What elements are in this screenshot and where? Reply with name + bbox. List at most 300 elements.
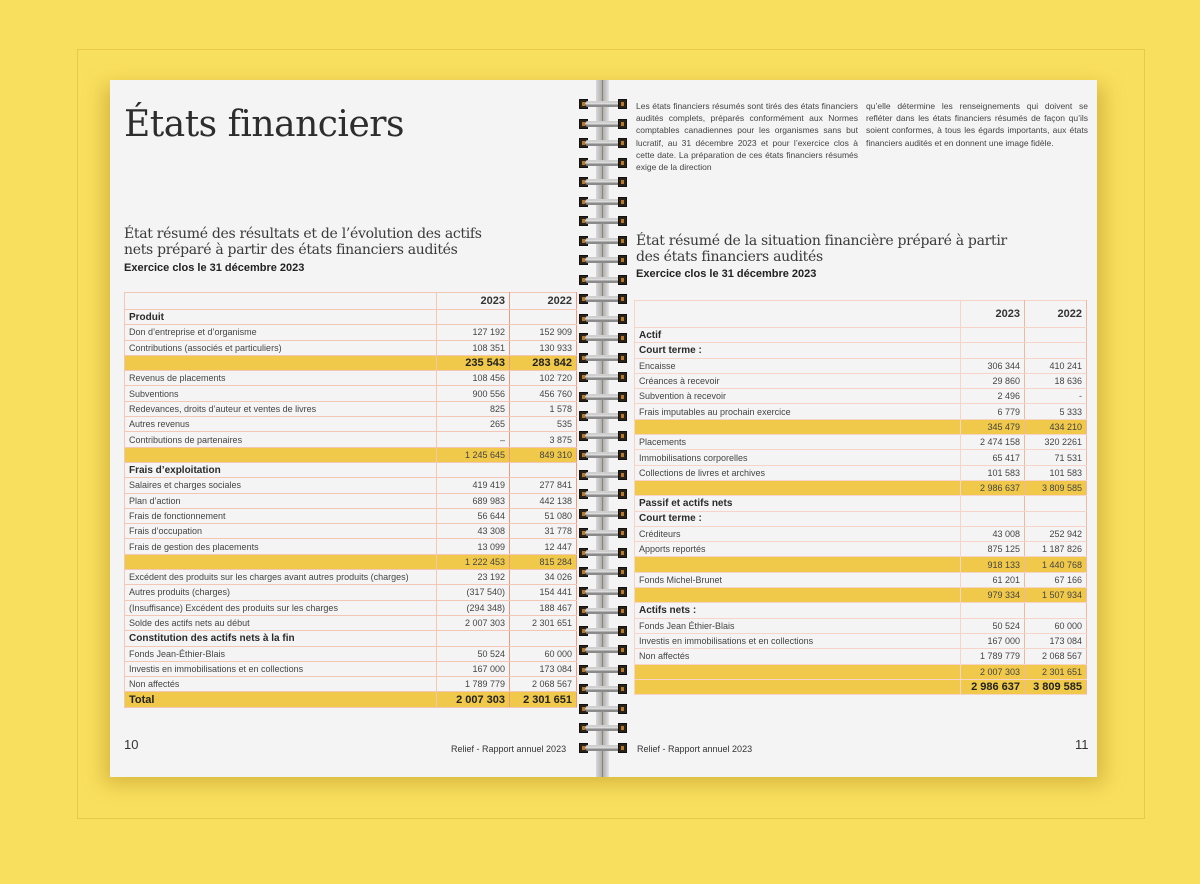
row-label: Plan d’action [125, 493, 437, 508]
table-row [125, 570, 577, 585]
row-label: Contributions (associés et particuliers) [125, 340, 437, 355]
row-label: Placements [635, 435, 961, 450]
row-label: Immobilisations corporelles [635, 450, 961, 465]
value-2023 [437, 462, 510, 477]
row-label: Produit [125, 310, 437, 325]
spiral-ring [577, 313, 629, 325]
value-2023 [437, 631, 510, 646]
spiral-ring [577, 644, 629, 656]
wire-loop [585, 277, 621, 283]
punch-hole [618, 138, 627, 148]
table-header-row [125, 293, 577, 310]
spiral-ring [577, 742, 629, 754]
value-2023: 56 644 [437, 508, 510, 523]
punch-hole [618, 489, 627, 499]
table-row [125, 600, 577, 615]
value-2022 [510, 462, 577, 477]
punch-hole [618, 723, 627, 733]
punch-hole [618, 119, 627, 129]
value-2023: 2 986 637 [961, 480, 1025, 495]
wire-loop [585, 160, 621, 166]
row-label: Excédent des produits sur les charges avant autres produits (charges) [125, 570, 437, 585]
value-2023: (317 540) [437, 585, 510, 600]
right-period: Exercice clos le 31 décembre 2023 [636, 268, 817, 280]
subtotal-row [635, 419, 1087, 434]
value-2023: 825 [437, 401, 510, 416]
punch-hole [618, 704, 627, 714]
spiral-ring [577, 332, 629, 344]
punch-hole [618, 411, 627, 421]
value-2023 [961, 496, 1025, 511]
spiral-ring [577, 449, 629, 461]
value-2022: 815 284 [510, 554, 577, 569]
value-2023: 1 789 779 [437, 677, 510, 692]
value-2022 [1025, 496, 1087, 511]
row-label [635, 588, 961, 603]
wire-loop [585, 530, 621, 536]
intro-paragraph-col2: qu’elle détermine les renseignements qui doivent se refléter dans les états financiers résumés de façon qu’ils soient conformes, à tous les égards importants, aux états financiers audités et en donnent une image fidèle. [866, 101, 1088, 148]
subtotal-row [125, 554, 577, 569]
value-2022: 410 241 [1025, 358, 1087, 373]
wire-loop [585, 433, 621, 439]
value-2023: 43 008 [961, 526, 1025, 541]
spiral-ring [577, 391, 629, 403]
spiral-ring [577, 547, 629, 559]
spiral-ring [577, 469, 629, 481]
value-2022: 18 636 [1025, 373, 1087, 388]
left-statement-title-line2: nets préparé à partir des états financiers audités [124, 242, 458, 258]
right-statement-title-line2: des états financiers audités [636, 249, 823, 265]
value-2022 [1025, 343, 1087, 358]
spiral-ring [577, 176, 629, 188]
punch-hole [618, 353, 627, 363]
value-2022: 31 778 [510, 524, 577, 539]
header-year: 2022 [510, 293, 577, 310]
value-2023: 65 417 [961, 450, 1025, 465]
value-2023: 108 456 [437, 371, 510, 386]
row-label [635, 679, 961, 694]
table-row [635, 618, 1087, 633]
row-label: Encaisse [635, 358, 961, 373]
punch-hole [618, 743, 627, 753]
value-2022 [1025, 511, 1087, 526]
right-page-number: 11 [1075, 737, 1089, 752]
value-2023: 108 351 [437, 340, 510, 355]
row-label: Autres produits (charges) [125, 585, 437, 600]
wire-loop [585, 218, 621, 224]
spiral-ring [577, 410, 629, 422]
punch-hole [618, 450, 627, 460]
punch-hole [618, 314, 627, 324]
punch-hole [618, 509, 627, 519]
value-2023: 6 779 [961, 404, 1025, 419]
left-statement-title-line1: État résumé des résultats et de l’évolution des actifs [124, 226, 482, 242]
spiral-ring [577, 157, 629, 169]
intro-paragraph-col1: Les états financiers résumés sont tirés des états financiers audités complets, préparés conformément aux Normes comptables canadiennes pour les organismes sans but lucratif, au 31 décembre 2023 et pour l’exercice clos à cette date. La préparation de ces états financiers résumés exige de la direction [636, 101, 858, 173]
table-row [125, 386, 577, 401]
value-2023: (294 348) [437, 600, 510, 615]
spiral-ring [577, 527, 629, 539]
section-row [635, 511, 1087, 526]
value-2022: 130 933 [510, 340, 577, 355]
value-2022: 456 760 [510, 386, 577, 401]
row-label: Revenus de placements [125, 371, 437, 386]
wire-loop [585, 296, 621, 302]
row-label: Redevances, droits d’auteur et ventes de livres [125, 401, 437, 416]
wire-loop [585, 374, 621, 380]
value-2022: 154 441 [510, 585, 577, 600]
value-2023: 167 000 [437, 661, 510, 676]
value-2022: 3 809 585 [1025, 679, 1087, 694]
left-statement-title [124, 226, 482, 258]
punch-hole [618, 392, 627, 402]
value-2023: 2 007 303 [437, 692, 510, 707]
section-row [635, 328, 1087, 343]
left-period: Exercice clos le 31 décembre 2023 [124, 262, 305, 274]
row-label: Solde des actifs nets au début [125, 615, 437, 630]
spiral-ring [577, 274, 629, 286]
value-2022: 1 507 934 [1025, 588, 1087, 603]
wire-loop [585, 101, 621, 107]
row-label: Non affectés [635, 649, 961, 664]
table-row [125, 493, 577, 508]
value-2022: 277 841 [510, 478, 577, 493]
wire-loop [585, 335, 621, 341]
value-2022 [510, 631, 577, 646]
wire-loop [585, 511, 621, 517]
value-2022: 71 531 [1025, 450, 1087, 465]
value-2022: 535 [510, 417, 577, 432]
value-2023: 2 496 [961, 389, 1025, 404]
row-label: Investis en immobilisations et en collections [125, 661, 437, 676]
value-2022: 1 578 [510, 401, 577, 416]
row-label: Fonds Michel-Brunet [635, 572, 961, 587]
spiral-binding [577, 98, 629, 758]
section-row [635, 343, 1087, 358]
value-2023: 101 583 [961, 465, 1025, 480]
table-row [635, 649, 1087, 664]
value-2022: 1 187 826 [1025, 542, 1087, 557]
row-label: Constitution des actifs nets à la fin [125, 631, 437, 646]
wire-loop [585, 121, 621, 127]
value-2022: 188 467 [510, 600, 577, 615]
value-2023 [961, 343, 1025, 358]
table-row [125, 508, 577, 523]
value-2022 [510, 310, 577, 325]
wire-loop [585, 199, 621, 205]
punch-hole [618, 606, 627, 616]
value-2023: – [437, 432, 510, 447]
row-label [125, 447, 437, 462]
value-2022: 3 875 [510, 432, 577, 447]
value-2022: 2 301 651 [510, 692, 577, 707]
spiral-ring [577, 722, 629, 734]
wire-loop [585, 316, 621, 322]
table-row [125, 478, 577, 493]
spiral-ring [577, 488, 629, 500]
spiral-ring [577, 566, 629, 578]
table-row [125, 646, 577, 661]
value-2023: 345 479 [961, 419, 1025, 434]
row-label: Subventions [125, 386, 437, 401]
punch-hole [618, 99, 627, 109]
value-2022: 51 080 [510, 508, 577, 523]
wire-loop [585, 413, 621, 419]
table-row [635, 404, 1087, 419]
row-label: Passif et actifs nets [635, 496, 961, 511]
punch-hole [618, 645, 627, 655]
section-row [125, 631, 577, 646]
table-row [635, 465, 1087, 480]
spiral-ring [577, 683, 629, 695]
subtotal-row [635, 664, 1087, 679]
punch-hole [618, 158, 627, 168]
row-label: Fonds Jean-Éthier-Blais [125, 646, 437, 661]
wire-loop [585, 745, 621, 751]
punch-hole [618, 236, 627, 246]
value-2023: 13 099 [437, 539, 510, 554]
row-label: Créances à recevoir [635, 373, 961, 388]
spiral-ring [577, 352, 629, 364]
value-2023: 900 556 [437, 386, 510, 401]
value-2023 [437, 310, 510, 325]
value-2022: 60 000 [510, 646, 577, 661]
row-label: Apports reportés [635, 542, 961, 557]
table-row [125, 585, 577, 600]
value-2022: 320 2261 [1025, 435, 1087, 450]
subtotal-row [635, 679, 1087, 694]
value-2022: 2 068 567 [510, 677, 577, 692]
punch-hole [618, 197, 627, 207]
table-row [125, 677, 577, 692]
left-page-number: 10 [124, 737, 139, 752]
value-2022: 60 000 [1025, 618, 1087, 633]
value-2023: 979 334 [961, 588, 1025, 603]
punch-hole [618, 177, 627, 187]
value-2022: 434 210 [1025, 419, 1087, 434]
income-statement-table [124, 292, 577, 708]
row-label [125, 554, 437, 569]
table-row [125, 371, 577, 386]
header-label [125, 293, 437, 310]
row-label: Subvention à recevoir [635, 389, 961, 404]
left-footer: Relief - Rapport annuel 2023 [451, 744, 567, 754]
value-2023 [961, 511, 1025, 526]
table-row [125, 661, 577, 676]
wire-loop [585, 725, 621, 731]
row-label: Court terme : [635, 511, 961, 526]
value-2022: 2 068 567 [1025, 649, 1087, 664]
spiral-ring [577, 605, 629, 617]
row-label: Frais d’occupation [125, 524, 437, 539]
table-row [125, 401, 577, 416]
punch-hole [618, 528, 627, 538]
value-2022: 173 084 [510, 661, 577, 676]
value-2023 [961, 328, 1025, 343]
spiral-ring [577, 664, 629, 676]
row-label: Créditeurs [635, 526, 961, 541]
value-2023: 50 524 [961, 618, 1025, 633]
spiral-ring [577, 137, 629, 149]
right-statement-title [636, 233, 1007, 265]
row-label: Investis en immobilisations et en collections [635, 633, 961, 648]
wire-loop [585, 394, 621, 400]
spiral-ring [577, 98, 629, 110]
row-label: Actif [635, 328, 961, 343]
section-row [635, 496, 1087, 511]
wire-loop [585, 667, 621, 673]
wire-loop [585, 647, 621, 653]
value-2022: 12 447 [510, 539, 577, 554]
section-row [125, 310, 577, 325]
row-label: Actifs nets : [635, 603, 961, 618]
punch-hole [618, 470, 627, 480]
row-label: Contributions de partenaires [125, 432, 437, 447]
section-row [635, 603, 1087, 618]
header-year: 2023 [437, 293, 510, 310]
value-2022 [1025, 328, 1087, 343]
punch-hole [618, 333, 627, 343]
punch-hole [618, 294, 627, 304]
wire-loop [585, 706, 621, 712]
value-2022: 101 583 [1025, 465, 1087, 480]
value-2022: - [1025, 389, 1087, 404]
row-label: Total [125, 692, 437, 707]
value-2023: 235 543 [437, 355, 510, 370]
value-2022: 34 026 [510, 570, 577, 585]
row-label [125, 355, 437, 370]
wire-loop [585, 355, 621, 361]
header-year: 2022 [1025, 301, 1087, 328]
spiral-ring [577, 625, 629, 637]
wire-loop [585, 686, 621, 692]
table-row [635, 435, 1087, 450]
punch-hole [618, 684, 627, 694]
spiral-ring [577, 586, 629, 598]
subtotal-row [635, 557, 1087, 572]
punch-hole [618, 216, 627, 226]
spiral-ring [577, 215, 629, 227]
value-2023: 127 192 [437, 325, 510, 340]
balance-sheet-table [634, 300, 1087, 695]
row-label: Collections de livres et archives [635, 465, 961, 480]
punch-hole [618, 372, 627, 382]
wire-loop [585, 452, 621, 458]
value-2022: 2 301 651 [1025, 664, 1087, 679]
wire-loop [585, 238, 621, 244]
row-label: Frais imputables au prochain exercice [635, 404, 961, 419]
table-row [635, 542, 1087, 557]
value-2023: 1 222 453 [437, 554, 510, 569]
header-year: 2023 [961, 301, 1025, 328]
row-label: Court terme : [635, 343, 961, 358]
value-2022: 173 084 [1025, 633, 1087, 648]
subtotal-row [635, 480, 1087, 495]
punch-hole [618, 548, 627, 558]
value-2022: 102 720 [510, 371, 577, 386]
punch-hole [618, 567, 627, 577]
wire-loop [585, 140, 621, 146]
value-2023: 419 419 [437, 478, 510, 493]
value-2022: 252 942 [1025, 526, 1087, 541]
page-title: États financiers [124, 104, 404, 145]
value-2022: 3 809 585 [1025, 480, 1087, 495]
table-row [125, 524, 577, 539]
value-2022: 67 166 [1025, 572, 1087, 587]
value-2022: 442 138 [510, 493, 577, 508]
wire-loop [585, 569, 621, 575]
value-2022: 283 842 [510, 355, 577, 370]
value-2023: 61 201 [961, 572, 1025, 587]
spiral-ring [577, 430, 629, 442]
wire-loop [585, 257, 621, 263]
subtotal-row [635, 588, 1087, 603]
value-2023: 306 344 [961, 358, 1025, 373]
table-row [125, 539, 577, 554]
punch-hole [618, 255, 627, 265]
value-2023: 2 986 637 [961, 679, 1025, 694]
wire-loop [585, 589, 621, 595]
value-2023: 918 133 [961, 557, 1025, 572]
spiral-ring [577, 508, 629, 520]
wire-loop [585, 550, 621, 556]
table-row [635, 450, 1087, 465]
row-label [635, 419, 961, 434]
value-2023: 1 245 645 [437, 447, 510, 462]
row-label [635, 480, 961, 495]
value-2023: 2 007 303 [437, 615, 510, 630]
punch-hole [618, 275, 627, 285]
table-row [125, 615, 577, 630]
value-2023: 167 000 [961, 633, 1025, 648]
spiral-ring [577, 293, 629, 305]
table-row [125, 417, 577, 432]
table-row [125, 432, 577, 447]
value-2023: 875 125 [961, 542, 1025, 557]
row-label [635, 664, 961, 679]
subtotal-row [125, 447, 577, 462]
row-label: Don d’entreprise et d’organisme [125, 325, 437, 340]
table-row [635, 572, 1087, 587]
value-2023: 43 308 [437, 524, 510, 539]
wire-loop [585, 491, 621, 497]
punch-hole [618, 587, 627, 597]
table-row [635, 389, 1087, 404]
table-row [635, 633, 1087, 648]
row-label: Non affectés [125, 677, 437, 692]
value-2023: 2 474 158 [961, 435, 1025, 450]
row-label: Frais d’exploitation [125, 462, 437, 477]
spiral-ring [577, 254, 629, 266]
right-footer: Relief - Rapport annuel 2023 [637, 744, 753, 754]
punch-hole [618, 626, 627, 636]
row-label: Fonds Jean Éthier-Blais [635, 618, 961, 633]
wire-loop [585, 608, 621, 614]
row-label: Frais de fonctionnement [125, 508, 437, 523]
value-2022: 5 333 [1025, 404, 1087, 419]
value-2023: 1 789 779 [961, 649, 1025, 664]
wire-loop [585, 179, 621, 185]
spiral-ring [577, 118, 629, 130]
table-row [635, 373, 1087, 388]
value-2022 [1025, 603, 1087, 618]
row-label: (Insuffisance) Excédent des produits sur les charges [125, 600, 437, 615]
row-label: Frais de gestion des placements [125, 539, 437, 554]
punch-hole [618, 665, 627, 675]
value-2022: 849 310 [510, 447, 577, 462]
value-2022: 2 301 651 [510, 615, 577, 630]
wire-loop [585, 628, 621, 634]
